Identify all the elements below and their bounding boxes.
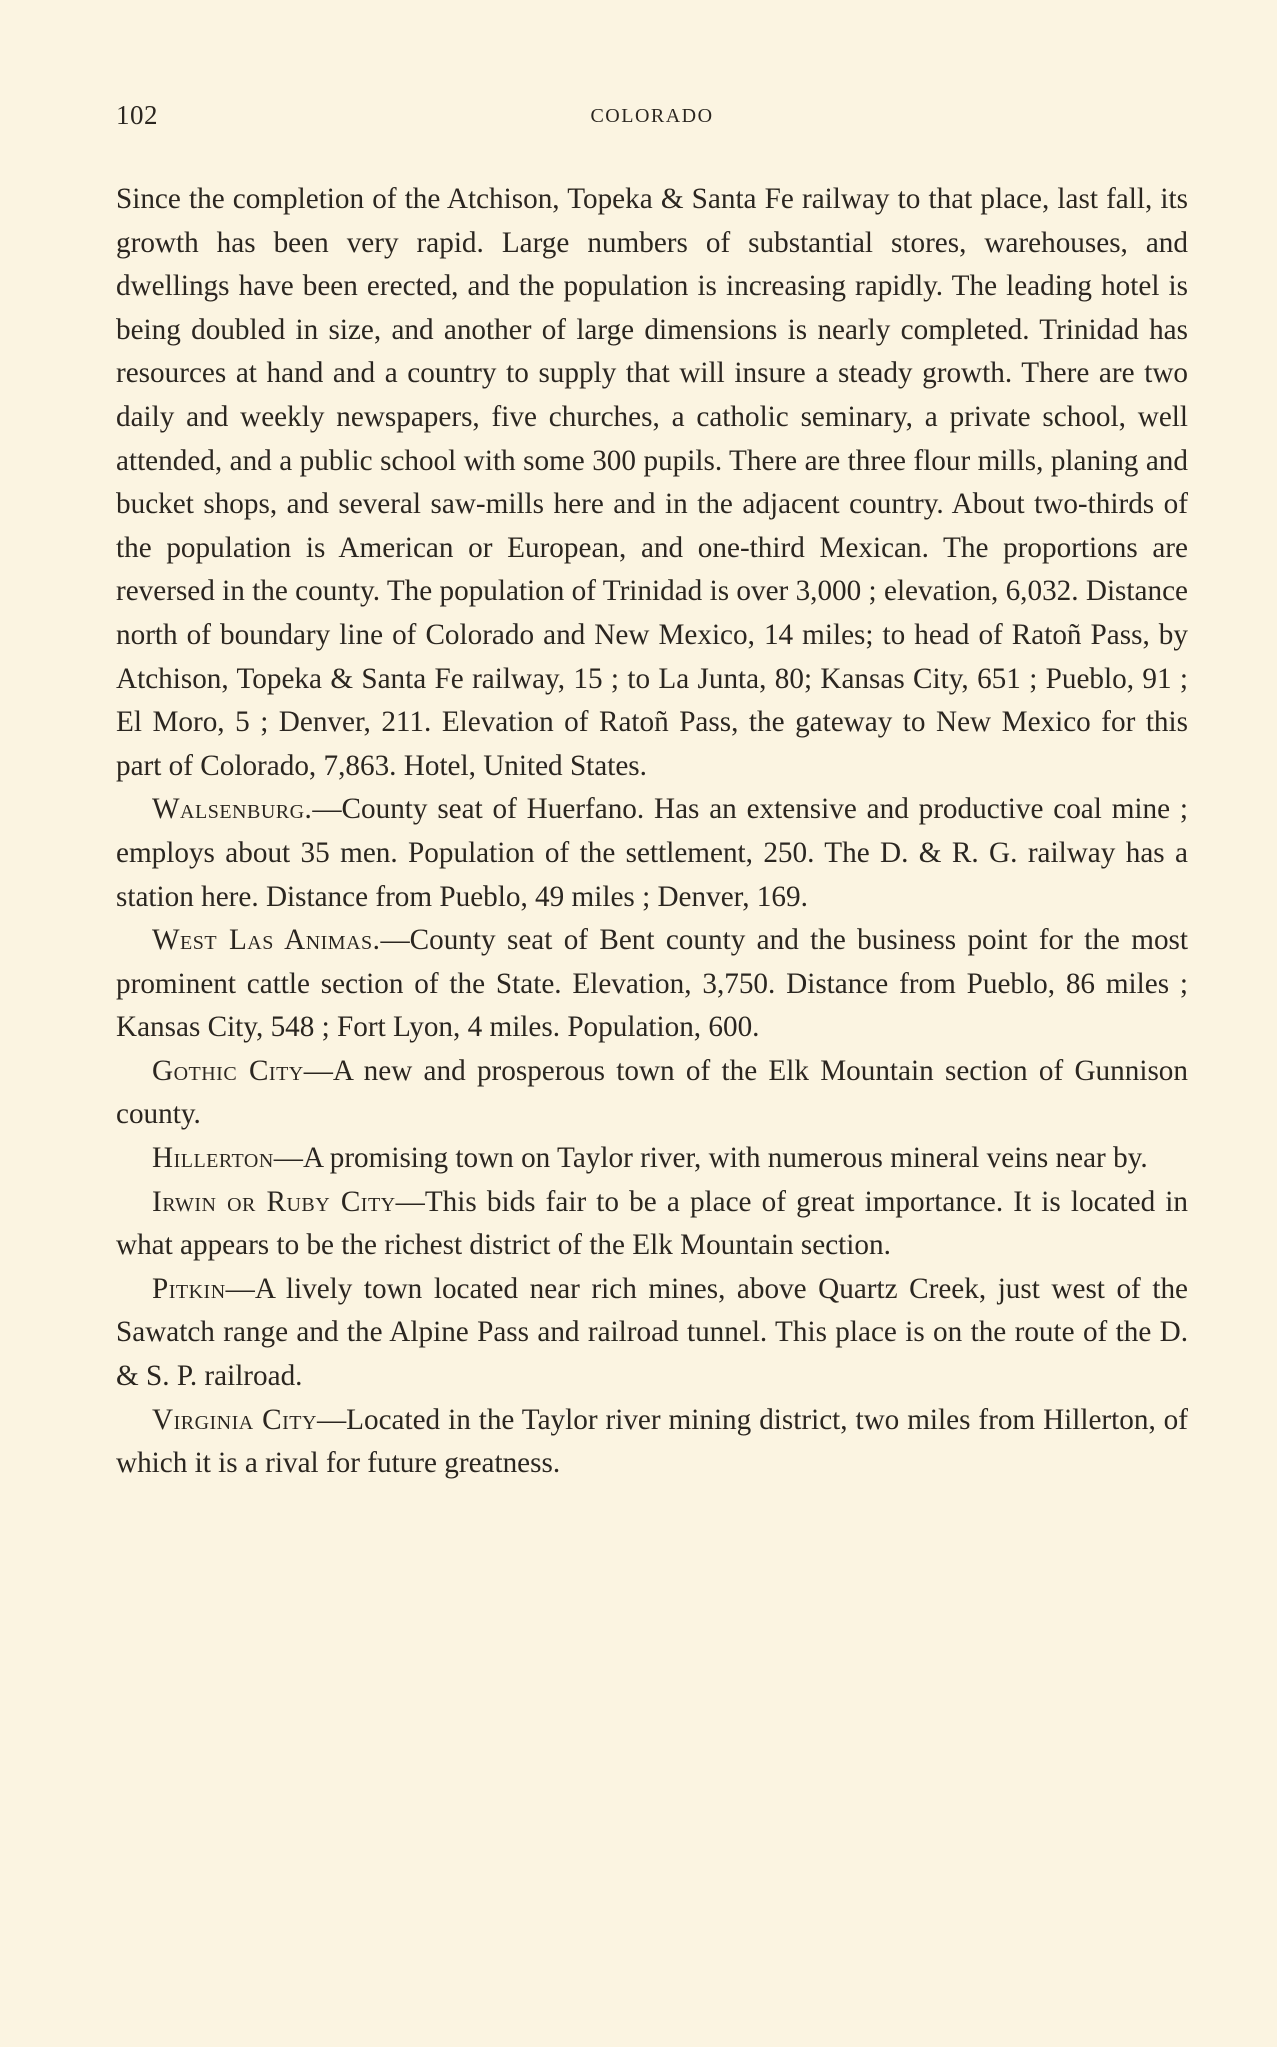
entry-text: A promising town on Taylor river, with numerous mineral veins near by. bbox=[302, 1142, 1148, 1175]
entry-pitkin bbox=[116, 1268, 1188, 1399]
entry-gothic-city bbox=[116, 1050, 1188, 1137]
entry-text: This bids fair to be a place of great importance. It is located in what appears to be the richest district of the Elk Mountain section. bbox=[116, 1185, 1189, 1262]
entry-separator: — bbox=[273, 1142, 303, 1175]
entry-heading: Walsenburg. bbox=[152, 793, 313, 826]
entry-separator: — bbox=[225, 1272, 255, 1305]
page-number: 102 bbox=[116, 100, 158, 130]
entry-separator: — bbox=[316, 1403, 347, 1436]
entry-heading: Virginia City bbox=[152, 1403, 317, 1436]
running-title: COLORADO bbox=[590, 105, 714, 127]
entry-heading: Gothic City bbox=[152, 1054, 304, 1087]
entry-virginia-city bbox=[116, 1399, 1188, 1486]
entry-text: Located in the Taylor river mining district, two miles from Hillerton, of which it is a rival for future greatness. bbox=[116, 1403, 1188, 1480]
entry-heading: Pitkin bbox=[152, 1272, 226, 1305]
page-header bbox=[116, 100, 1188, 140]
entry-heading: Hillerton bbox=[152, 1142, 274, 1175]
entry-hillerton bbox=[116, 1137, 1188, 1181]
entry-heading: Irwin or Ruby City bbox=[152, 1185, 396, 1218]
entry-separator: — bbox=[395, 1185, 425, 1218]
entry-irwin-or-ruby-city bbox=[116, 1181, 1188, 1268]
entry-text: County seat of Bent county and the business point for the most prominent cattle section of the State. Elevation, 3,750. Distance from Pueblo, 86 miles ; Kansas City, 548 ; Fort Lyon, 4 miles. Population, 600. bbox=[116, 924, 1189, 1044]
entry-separator: — bbox=[312, 793, 342, 826]
body-text bbox=[116, 178, 1188, 1486]
entry-separator: — bbox=[380, 924, 410, 957]
entry-text: A lively town located near rich mines, above Quartz Creek, just west of the Sawatch range and the Alpine Pass and railroad tunnel. This place is on the route of the D. & S. P. railroad. bbox=[116, 1272, 1188, 1393]
entry-west-las-animas bbox=[116, 919, 1188, 1050]
entry-heading: West Las Animas. bbox=[152, 924, 381, 957]
intro-paragraph: Since the completion of the Atchison, Topeka & Santa Fe railway to that place, last fall, its growth has been very rapid. Large numbers of substantial stores, warehouses, and dwellings have been erected, and the population is increasing rapidly. The leading hotel is being doubled in size, and another of large dimensions is nearly completed. Trinidad has resources at hand and a country to supply that will insure a steady growth. There are two daily and weekly newspapers, five churches, a catholic seminary, a private school, well attended, and a public school with some 300 pupils. There are three flour mills, planing and bucket shops, and several saw-mills here and in the adjacent country. About two-thirds of the population is American or European, and one-third Mexican. The proportions are reversed in the county. The population of Trinidad is over 3,000 ; elevation, 6,032. Distance north of boundary line of Colorado and New Mexico, 14 miles; to head of Ratoñ Pass, by Atchison, Topeka & Santa Fe railway, 15 ; to La Junta, 80; Kansas City, 651 ; Pueblo, 91 ; El Moro, 5 ; Denver, 211. Elevation of Ratoñ Pass, the gateway to New Mexico for this part of Colorado, 7,863. Hotel, United States. bbox=[116, 183, 1188, 782]
entry-text: A new and prosperous town of the Elk Mountain section of Gunnison county. bbox=[116, 1054, 1188, 1131]
entry-text: County seat of Huerfano. Has an extensive and productive coal mine ; employs about 35 men. Population of the settlement, 250. The D. & R. G. railway has a station here. Distance from Pueblo, 49 miles ; Denver, 169. bbox=[116, 793, 1188, 913]
entry-walsenburg bbox=[116, 788, 1188, 919]
entry-separator: — bbox=[303, 1054, 333, 1087]
